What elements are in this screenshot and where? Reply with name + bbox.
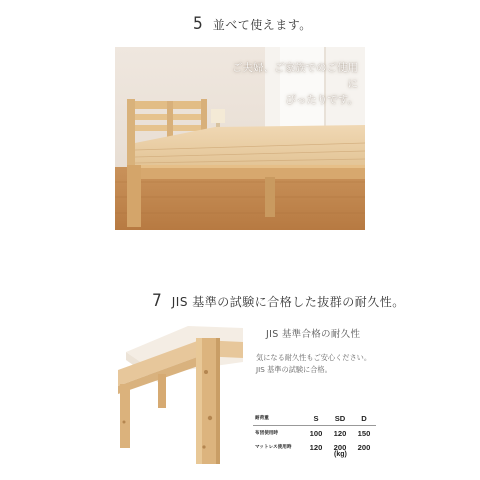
description-line: JIS 基準の試験に合格。: [256, 365, 332, 374]
table-cell: 100: [309, 428, 323, 438]
section-title: JIS 基準の試験に合格した抜群の耐久性。: [171, 295, 405, 309]
table-header-cell: 耐荷重: [253, 411, 304, 426]
table-cell: 200: [357, 442, 371, 452]
section-number: 7: [152, 291, 162, 311]
durability-description: [256, 352, 371, 376]
table-cell: 120: [333, 428, 347, 438]
table-header-cell: S: [304, 411, 328, 426]
caption-line: ご夫婦、ご家族でのご使用に: [232, 62, 358, 90]
section-number: 5: [193, 14, 203, 34]
table-header-cell: D: [352, 411, 376, 426]
photo-caption: [230, 60, 358, 108]
table-header-row: [253, 411, 376, 426]
table-cell: 120: [309, 442, 323, 452]
description-line: 気になる耐久性もご安心ください。: [256, 353, 372, 362]
caption-line: ぴったりです。: [285, 94, 358, 106]
load-capacity-table: [253, 411, 376, 454]
table-row-label: マットレス使用時: [255, 444, 292, 449]
table-row-label: 布団使用時: [255, 430, 278, 435]
table-cell: 200: [333, 442, 347, 452]
section-7-heading: [152, 291, 405, 311]
durability-subtitle: JIS 基準合格の耐久性: [266, 329, 361, 340]
section-5-heading: [193, 14, 312, 34]
bed-corner-photo: [118, 322, 243, 464]
table-row: [253, 426, 376, 441]
table-row: [253, 440, 376, 454]
table-unit: (kg): [334, 451, 347, 458]
section-title: 並べて使えます。: [212, 18, 312, 32]
table-cell: 150: [357, 428, 371, 438]
table-header-cell: SD: [328, 411, 352, 426]
